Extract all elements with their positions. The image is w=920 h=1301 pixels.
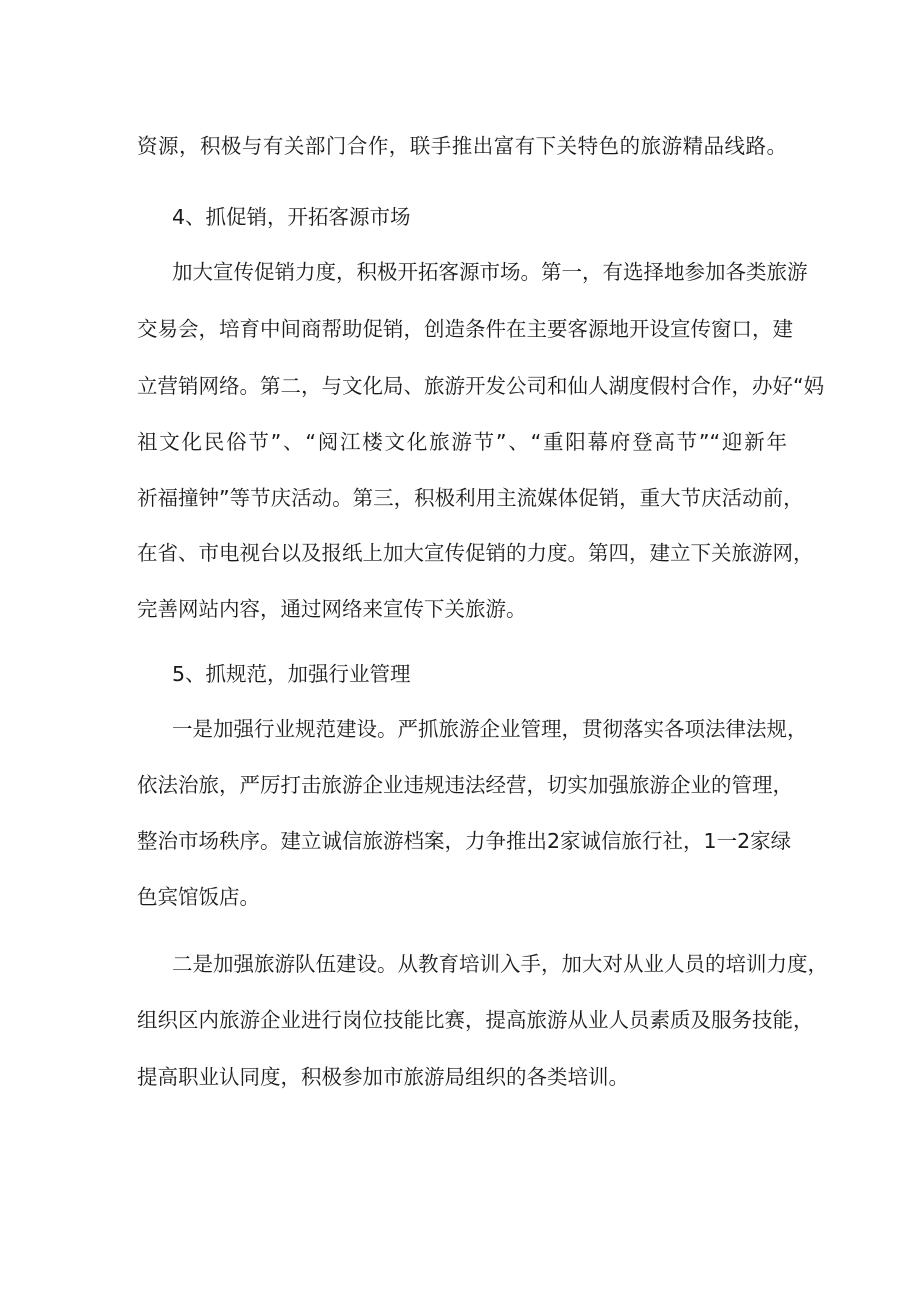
paragraph-line: 整治市场秩序。建立诚信旅游档案，力争推出2家诚信旅行社，1一2家绿 xyxy=(137,829,792,853)
paragraph-line: 色宾馆饭店。 xyxy=(137,885,260,909)
paragraph-line: 完善网站内容，通过网络来宣传下关旅游。 xyxy=(137,597,527,621)
section-heading-4: 4、抓促销，开拓客源市场 xyxy=(172,205,411,229)
paragraph-line: 交易会，培育中间商帮助促销，创造条件在主要客源地开设宣传窗口，建 xyxy=(137,317,793,341)
paragraph-line: 在省、市电视台以及报纸上加大宣传促销的力度。第四，建立下关旅游网， xyxy=(137,541,814,565)
paragraph-line: 立营销网络。第二，与文化局、旅游开发公司和仙人湖度假村合作，办好“妈 xyxy=(137,374,825,398)
paragraph-line: 资源，积极与有关部门合作，联手推出富有下关特色的旅游精品线路。 xyxy=(137,134,787,158)
paragraph-line: 加大宣传促销力度，积极开拓客源市场。第一，有选择地参加各类旅游 xyxy=(172,260,808,284)
paragraph-line: 一是加强行业规范建设。严抓旅游企业管理，贯彻落实各项法律法规， xyxy=(172,717,808,741)
paragraph-line: 二是加强旅游队伍建设。从教育培训入手，加大对从业人员的培训力度， xyxy=(172,952,828,976)
section-heading-5: 5、抓规范，加强行业管理 xyxy=(172,662,411,686)
paragraph-line: 祈福撞钟”等节庆活动。第三，积极利用主流媒体促销，重大节庆活动前， xyxy=(137,486,804,510)
paragraph-line: 依法治旅，严厉打击旅游企业违规违法经营，切实加强旅游企业的管理， xyxy=(137,773,793,797)
paragraph-line: 提高职业认同度，积极参加市旅游局组织的各类培训。 xyxy=(137,1065,629,1089)
paragraph-line: 祖文化民俗节”、“阅江楼文化旅游节”、“重阳幕府登高节”“迎新年 xyxy=(137,430,787,454)
paragraph-line: 组织区内旅游企业进行岗位技能比赛，提高旅游从业人员素质及服务技能， xyxy=(137,1008,814,1032)
